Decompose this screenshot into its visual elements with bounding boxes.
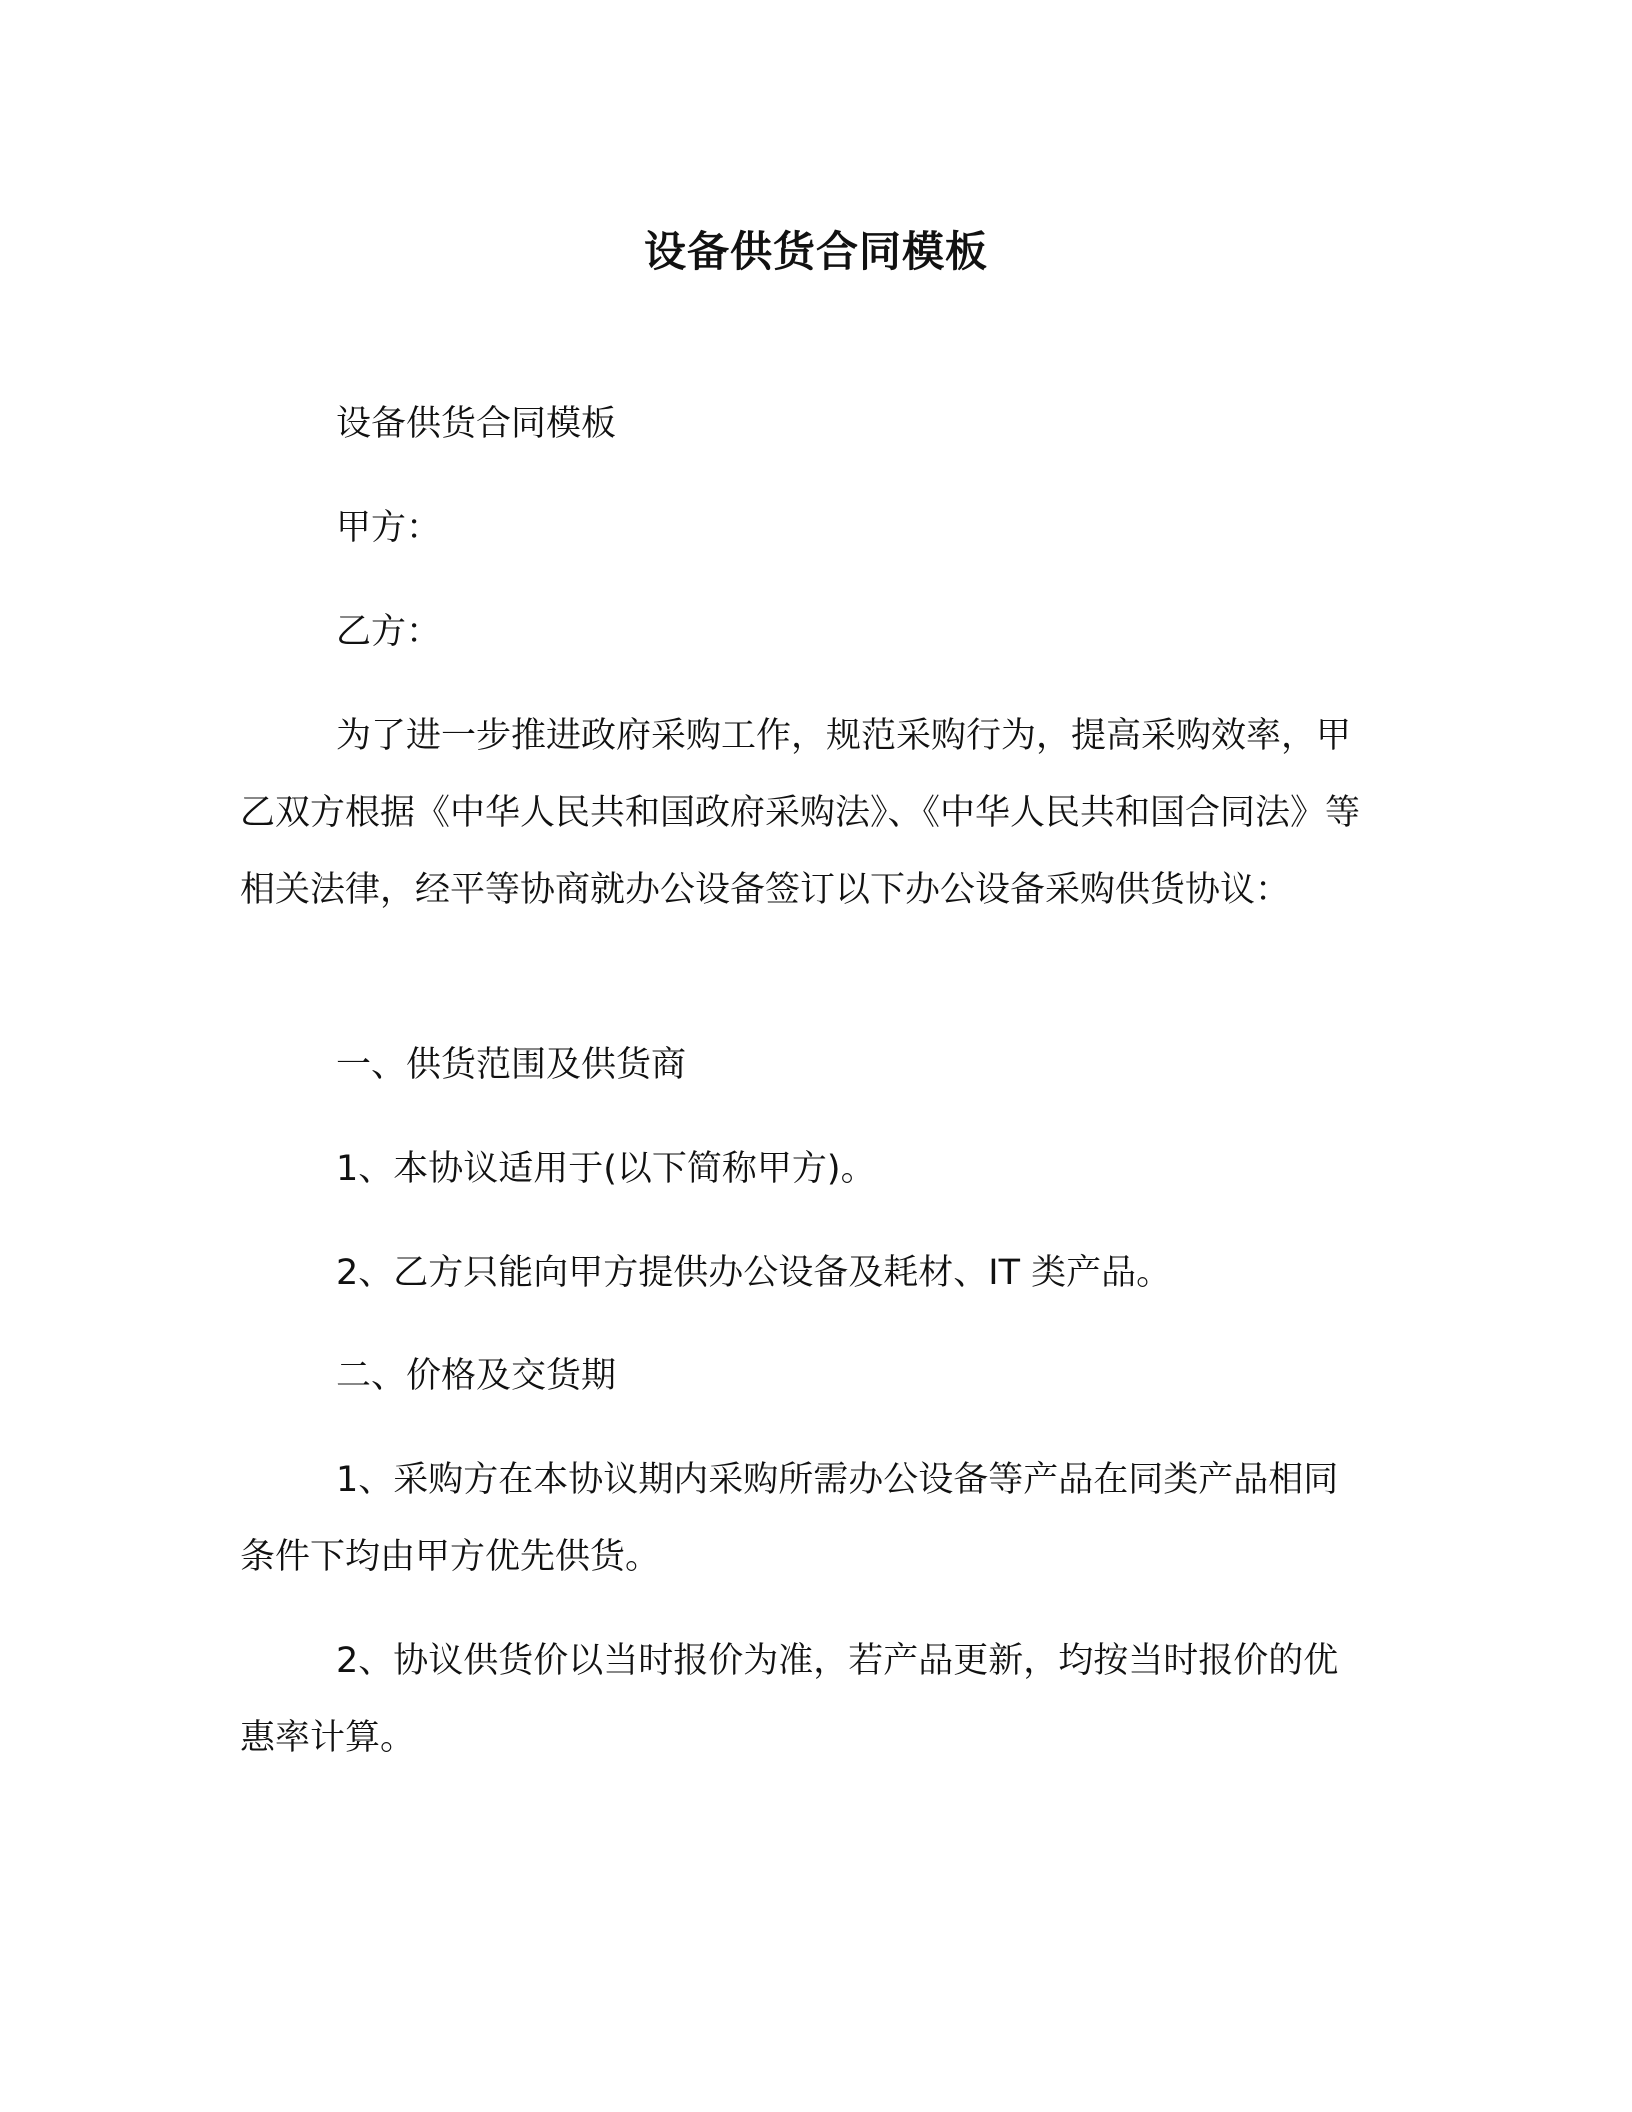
section-1-clause-1: 1、本协议适用于(以下简称甲方)。	[336, 1149, 876, 1189]
party-b-line: 乙方：	[336, 612, 442, 652]
section-1-clause-2: 2、乙方只能向甲方提供办公设备及耗材、IT 类产品。	[336, 1253, 1172, 1293]
contract-subtitle: 设备供货合同模板	[336, 404, 617, 444]
party-a-line: 甲方：	[336, 508, 442, 548]
section-2-clause-2: 2、协议供货价以当时报价为准，若产品更新，均按当时报价的优惠率计算。	[240, 1641, 1339, 1758]
preamble-paragraph: 为了进一步推进政府采购工作，规范采购行为，提高采购效率，甲乙双方根据《中华人民共和国政府采购法》、《中华人民共和国合同法》等相关法律，经平等协商就办公设备签订以下办公设备采购供货协议：	[240, 716, 1361, 910]
section-2-heading: 二、价格及交货期	[336, 1356, 617, 1396]
document-title: 设备供货合同模板	[643, 227, 988, 276]
section-1-heading: 一、供货范围及供货商	[336, 1045, 687, 1085]
section-2-clause-1: 1、采购方在本协议期内采购所需办公设备等产品在同类产品相同条件下均由甲方优先供货。	[240, 1460, 1339, 1577]
